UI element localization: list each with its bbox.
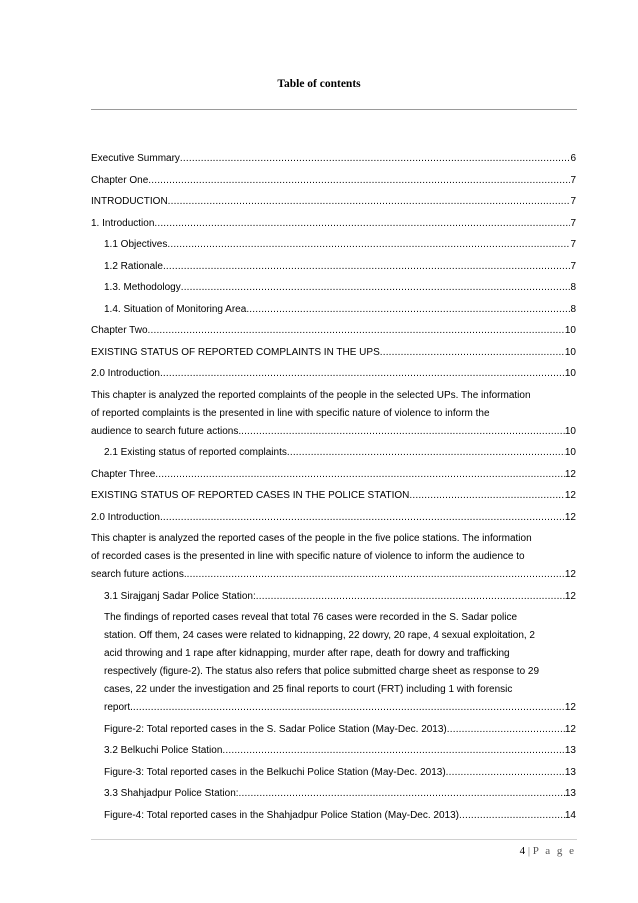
dot-leader — [459, 807, 565, 825]
page-footer — [520, 845, 576, 857]
title-rule — [91, 109, 577, 110]
toc-page-number: 7 — [570, 260, 576, 272]
dot-leader — [168, 193, 571, 211]
dot-leader — [446, 764, 565, 782]
toc-entry-title: Executive Summary — [91, 153, 180, 164]
toc-page-number: 12 — [564, 468, 576, 480]
toc-entry[interactable] — [91, 721, 576, 739]
page-separator: | — [527, 845, 531, 857]
toc-entry-title: Figure-2: Total reported cases in the S. Sadar Police Station (May-Dec. 2013) — [104, 723, 447, 735]
toc-entry-line: report. — [104, 702, 133, 713]
toc-entry[interactable] — [91, 279, 576, 297]
toc-entry-title: INTRODUCTION — [91, 196, 168, 207]
dot-leader — [222, 742, 564, 760]
toc-page-number: 12 — [564, 702, 576, 713]
toc-entry-title: 2.1 Existing status of reported complaints — [104, 447, 287, 458]
toc-entry[interactable] — [91, 258, 576, 276]
toc-page-number: 12 — [564, 511, 576, 523]
toc-entry-line: station. Off them, 24 cases were related to kidnapping, 22 dowry, 20 rape, 4 sexual exploitation, 2 — [104, 630, 535, 641]
toc-entry-title: 2.0 Introduction — [91, 511, 160, 523]
toc-entry[interactable] — [91, 215, 576, 233]
toc-entry[interactable] — [91, 764, 576, 782]
page-label: P a g e — [532, 845, 576, 857]
dot-leader — [181, 279, 571, 297]
toc-page-number: 7 — [570, 196, 576, 207]
toc-entry-title: Chapter Two — [91, 325, 148, 336]
dot-leader — [148, 322, 565, 340]
dot-leader — [180, 150, 571, 168]
toc-entry-line: of recorded cases is the presented in line with specific nature of violence to inform the audience to — [91, 551, 525, 562]
toc-entry[interactable] — [91, 301, 576, 319]
dot-leader — [256, 588, 565, 606]
page-number: 4 — [519, 845, 526, 857]
toc-page-number: 7 — [570, 174, 576, 186]
footer-rule — [91, 839, 577, 840]
dot-leader — [155, 466, 565, 484]
dot-leader — [148, 172, 570, 190]
toc-page-number: 6 — [570, 153, 576, 164]
toc-entry-title: Figure-3: Total reported cases in the Belkuchi Police Station (May-Dec. 2013) — [104, 766, 446, 778]
toc-page-number: 8 — [570, 303, 576, 315]
toc-entry[interactable] — [91, 742, 576, 760]
dot-leader — [239, 785, 565, 803]
toc-entry-line: acid throwing and 1 rape after kidnapping, murder after rape, death for dowry and trafficking — [104, 648, 510, 659]
toc-entry-title: 1.1 Objectives — [104, 239, 168, 250]
dot-leader — [160, 365, 565, 383]
toc-page-number: 8 — [570, 282, 576, 293]
toc-entry[interactable] — [91, 365, 576, 383]
toc-entry-title: EXISTING STATUS OF REPORTED COMPLAINTS IN THE UPS — [91, 346, 380, 358]
toc-page-number: 10 — [564, 325, 576, 336]
toc-page-number: 13 — [564, 766, 576, 778]
toc-entry-line: cases, 22 under the investigation and 25 final reports to court (FRT) including 1 with forensic — [104, 684, 513, 695]
toc-entry-title: EXISTING STATUS OF REPORTED CASES IN THE POLICE STATION — [91, 490, 410, 501]
dot-leader — [187, 566, 565, 584]
toc-page-number: 10 — [564, 346, 576, 358]
dot-leader — [154, 215, 570, 233]
toc-entry-title: Chapter One — [91, 174, 149, 186]
toc-entry-title: 3.1 Sirajganj Sadar Police Station: — [104, 590, 256, 602]
toc-entry-title: 1. Introduction — [91, 217, 155, 229]
toc-entry-line: audience to search future actions. — [91, 425, 242, 437]
toc-page-number: 13 — [564, 745, 576, 756]
toc-entry[interactable] — [91, 193, 576, 211]
dot-leader — [160, 509, 565, 527]
toc-page-number: 12 — [564, 490, 576, 501]
toc-page-number: 7 — [570, 239, 576, 250]
dot-leader — [241, 423, 565, 441]
toc-entry[interactable] — [91, 150, 576, 168]
toc-entry[interactable] — [91, 785, 576, 803]
toc-entry[interactable] — [91, 609, 576, 717]
toc-entry-title: 1.3. Methodology — [104, 282, 181, 293]
toc-entry-title: 1.2 Rationale — [104, 260, 163, 272]
toc-title: Table of contents — [277, 78, 361, 90]
toc-entry-title: 3.2 Belkuchi Police Station — [104, 745, 223, 756]
toc-page-number: 10 — [564, 368, 576, 379]
toc-page-number: 12 — [564, 723, 576, 735]
toc-entry[interactable] — [91, 588, 576, 606]
toc-entry[interactable] — [91, 236, 576, 254]
toc-entry-title: Chapter Three — [91, 468, 156, 480]
toc-entry[interactable] — [91, 530, 576, 584]
toc-entry-line: respectively (figure-2). The status also refers that police submitted charge sheet as response to 29 — [104, 666, 540, 677]
toc-page-number: 14 — [564, 809, 576, 821]
toc-entry-line: of reported complaints is the presented in line with specific nature of violence to inform the — [91, 407, 490, 419]
dot-leader — [409, 487, 564, 505]
toc-entry[interactable] — [91, 344, 576, 362]
toc-entry[interactable] — [91, 487, 576, 505]
toc-page-number: 10 — [564, 425, 576, 437]
dot-leader — [287, 444, 565, 462]
toc-page-number: 10 — [564, 447, 576, 458]
toc-entry[interactable] — [91, 509, 576, 527]
toc-entry-line: The findings of reported cases reveal that total 76 cases were recorded in the S. Sadar police — [104, 612, 518, 623]
dot-leader — [167, 236, 570, 254]
dot-leader — [133, 699, 565, 717]
table-of-contents — [91, 150, 576, 828]
toc-page-number: 13 — [564, 788, 576, 799]
toc-page-number: 12 — [564, 569, 576, 580]
toc-entry-title: 3.3 Shahjadpur Police Station: — [104, 788, 239, 799]
toc-entry-line: search future actions. — [91, 569, 187, 580]
toc-entry[interactable] — [91, 807, 576, 825]
toc-entry-title: 2.0 Introduction — [91, 368, 160, 379]
dot-leader — [163, 258, 571, 276]
dot-leader — [447, 721, 565, 739]
toc-entry-line: This chapter is analyzed the reported complaints of the people in the selected UPs. The information — [91, 389, 531, 401]
toc-entry[interactable] — [91, 172, 576, 190]
toc-entry-title: Figure-4: Total reported cases in the Shahjadpur Police Station (May-Dec. 2013) — [104, 809, 460, 821]
toc-page-number: 7 — [570, 217, 576, 229]
toc-entry[interactable] — [91, 322, 576, 340]
toc-entry[interactable] — [91, 387, 576, 441]
toc-page-number: 12 — [564, 590, 576, 602]
dot-leader — [380, 344, 565, 362]
toc-entry-line: This chapter is analyzed the reported cases of the people in the five police stations. The information — [91, 533, 532, 544]
toc-entry[interactable] — [91, 466, 576, 484]
toc-entry-title: 1.4. Situation of Monitoring Area — [104, 303, 247, 315]
dot-leader — [246, 301, 570, 319]
toc-entry[interactable] — [91, 444, 576, 462]
